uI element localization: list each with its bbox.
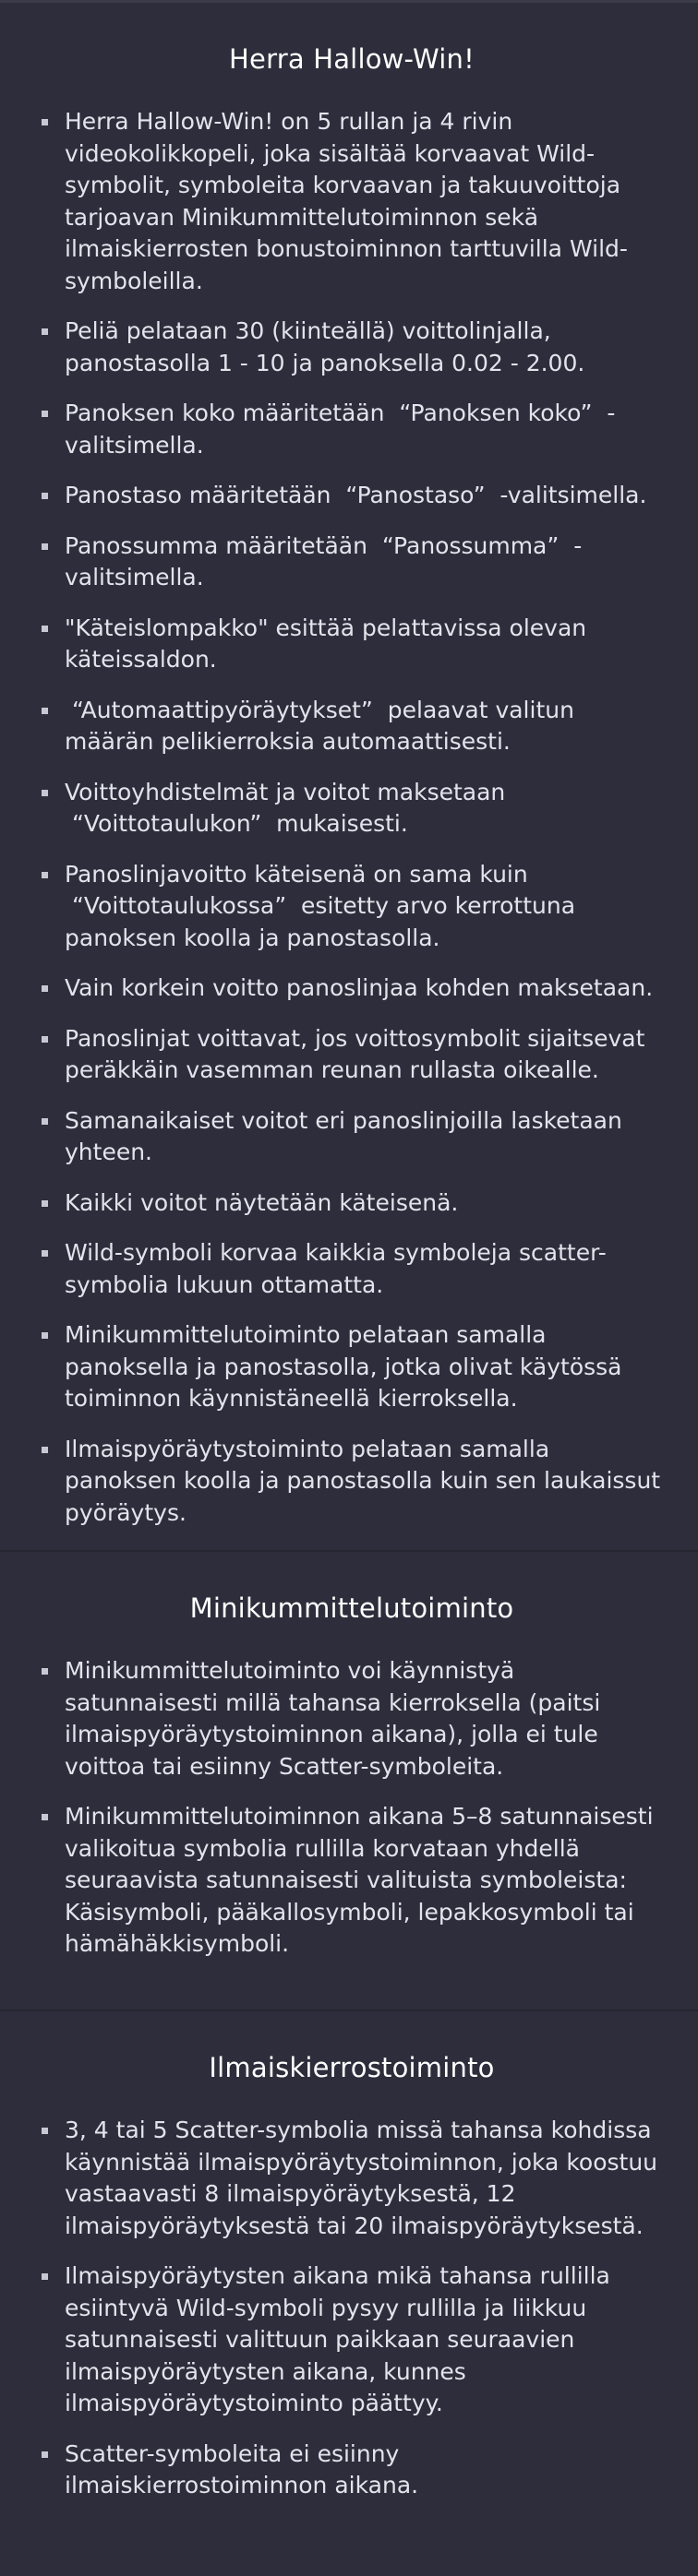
rule-item bbox=[37, 398, 667, 461]
rule-item bbox=[37, 2115, 667, 2242]
section-title: Ilmaiskierrostoiminto bbox=[209, 2052, 495, 2083]
bullet-icon bbox=[42, 2128, 48, 2134]
rule-item bbox=[37, 106, 667, 297]
section-mini-haunt bbox=[0, 1550, 698, 2010]
rule-item bbox=[37, 777, 667, 841]
rule-text: Wild-symboli korvaa kaikkia symboleja scatter-symbolia lukuun ottamatta. bbox=[65, 1239, 607, 1298]
bullet-icon bbox=[42, 1250, 48, 1257]
rule-item bbox=[37, 480, 667, 512]
rule-item bbox=[37, 1801, 667, 1961]
rule-text: Minikummittelutoiminto pelataan samalla panoksella ja panostasolla, jotka olivat käytössä toiminnon käynnistäneellä kierroksella. bbox=[65, 1321, 622, 1412]
rule-text: Panoslinjat voittavat, jos voittosymbolit sijaitsevat peräkkäin vasemman reunan rullasta oikealle. bbox=[65, 1024, 645, 1083]
rules-list bbox=[37, 2115, 667, 2541]
rule-text: Minikummittelutoiminto voi käynnistyä satunnaisesti millä tahansa kierroksella (paitsi ilmaispyöräytystoiminnon aikana), jolla ei tule voittoa tai esiinny Scatter-symboleita. bbox=[65, 1657, 601, 1780]
rule-text: Panoslinjavoitto käteisenä on sama kuin “Voittotaulukossa” esitetty arvo kerrottuna panoksen koolla ja panostasolla. bbox=[65, 860, 576, 951]
rule-item bbox=[37, 1187, 667, 1220]
bullet-icon bbox=[42, 1447, 48, 1453]
bullet-icon bbox=[42, 328, 48, 335]
rule-text: Panossumma määritetään “Panossumma” -valitsimella. bbox=[65, 531, 583, 590]
rule-text: Peliä pelataan 30 (kiinteällä) voittolinjalla, panostasolla 1 - 10 ja panoksella 0.02 - 2.00. bbox=[65, 317, 585, 376]
bullet-icon bbox=[42, 411, 48, 417]
bullet-icon bbox=[42, 1200, 48, 1207]
rule-text: Minikummittelutoiminnon aikana 5–8 satunnaisesti valikoitua symbolia rullilla korvataan yhdellä seuraavista satunnaisesti valituista symboleista: Käsisymboli, pääkallosymboli, lepakkosymboli tai hämähäkkisymboli. bbox=[65, 1803, 654, 1957]
section-free-spins bbox=[0, 2010, 698, 2541]
rule-item bbox=[37, 316, 667, 379]
rule-text: “Automaattipyöräytykset” pelaavat valitun määrän pelikierroksia automaattisesti. bbox=[65, 696, 574, 755]
rules-list bbox=[37, 1655, 667, 1999]
rule-text: 3, 4 tai 5 Scatter-symbolia missä tahansa kohdissa käynnistää ilmaispyöräytystoiminnon, joka koostuu vastaavasti 8 ilmaispyöräytyksestä, 12 ilmaispyöräytyksestä tai 20 ilmaispyöräytyksestä. bbox=[65, 2117, 658, 2239]
bullet-icon bbox=[42, 1036, 48, 1043]
bullet-icon bbox=[42, 2273, 48, 2280]
bullet-icon bbox=[42, 543, 48, 550]
bullet-icon bbox=[42, 985, 48, 992]
section-title: Herra Hallow-Win! bbox=[229, 43, 475, 75]
bullet-icon bbox=[42, 1814, 48, 1820]
bullet-icon bbox=[42, 790, 48, 796]
rule-text: Panostaso määritetään “Panostaso” -valitsimella. bbox=[65, 482, 647, 508]
rule-item bbox=[37, 1237, 667, 1301]
bullet-icon bbox=[42, 626, 48, 632]
rule-item bbox=[37, 2439, 667, 2502]
rule-item bbox=[37, 859, 667, 955]
section-title: Minikummittelutoiminto bbox=[189, 1592, 514, 1624]
rules-list bbox=[37, 106, 667, 1568]
rule-item bbox=[37, 972, 667, 1005]
rule-text: Ilmaispyöräytysten aikana mikä tahansa rullilla esiintyvä Wild-symboli pysyy rullilla ja liikkuu satunnaisesti valittuun paikkaan seuraavien ilmaispyöräytysten aikana, kunnes ilmaispyöräytystoiminto päättyy. bbox=[65, 2262, 610, 2416]
bullet-icon bbox=[42, 493, 48, 499]
bullet-icon bbox=[42, 1332, 48, 1339]
rule-item bbox=[37, 695, 667, 758]
rule-text: Voittoyhdistelmät ja voitot maksetaan “Voittotaulukon” mukaisesti. bbox=[65, 778, 506, 837]
rule-item bbox=[37, 1319, 667, 1415]
rule-item bbox=[37, 2260, 667, 2420]
section-game-info bbox=[0, 3, 698, 1550]
bullet-icon bbox=[42, 1668, 48, 1675]
rule-text: Kaikki voitot näytetään käteisenä. bbox=[65, 1188, 459, 1216]
rule-item bbox=[37, 1023, 667, 1087]
rule-text: Panoksen koko määritetään “Panoksen koko” -valitsimella. bbox=[65, 400, 616, 459]
bullet-icon bbox=[42, 119, 48, 125]
rule-item bbox=[37, 1655, 667, 1783]
bullet-icon bbox=[42, 2451, 48, 2458]
rule-text: Ilmaispyöräytystoiminto pelataan samalla panoksen koolla ja panostasolla kuin sen laukaissut pyöräytys. bbox=[65, 1435, 661, 1526]
rule-text: Vain korkein voitto panoslinjaa kohden maksetaan. bbox=[65, 974, 654, 1001]
rule-item bbox=[37, 613, 667, 676]
rule-item bbox=[37, 1434, 667, 1530]
rule-text: "Käteislompakko" esittää pelattavissa olevan käteissaldon. bbox=[65, 614, 587, 673]
rule-text: Samanaikaiset voitot eri panoslinjoilla lasketaan yhteen. bbox=[65, 1106, 622, 1165]
rule-text: Scatter-symboleita ei esiinny ilmaiskierrostoiminnon aikana. bbox=[65, 2439, 419, 2498]
bullet-icon bbox=[42, 1118, 48, 1125]
bullet-icon bbox=[42, 708, 48, 714]
rule-text: Herra Hallow-Win! on 5 rullan ja 4 rivin videokolikkopeli, joka sisältää korvaavat Wild-symbolit, symboleita korvaavan ja takuuvoittoja tarjoavan Minikummittelutoiminnon sekä ilmaiskierrosten bonustoiminnon tarttuvilla Wild-symboleilla. bbox=[65, 108, 628, 294]
rule-item bbox=[37, 531, 667, 594]
rule-item bbox=[37, 1105, 667, 1169]
bullet-icon bbox=[42, 872, 48, 878]
